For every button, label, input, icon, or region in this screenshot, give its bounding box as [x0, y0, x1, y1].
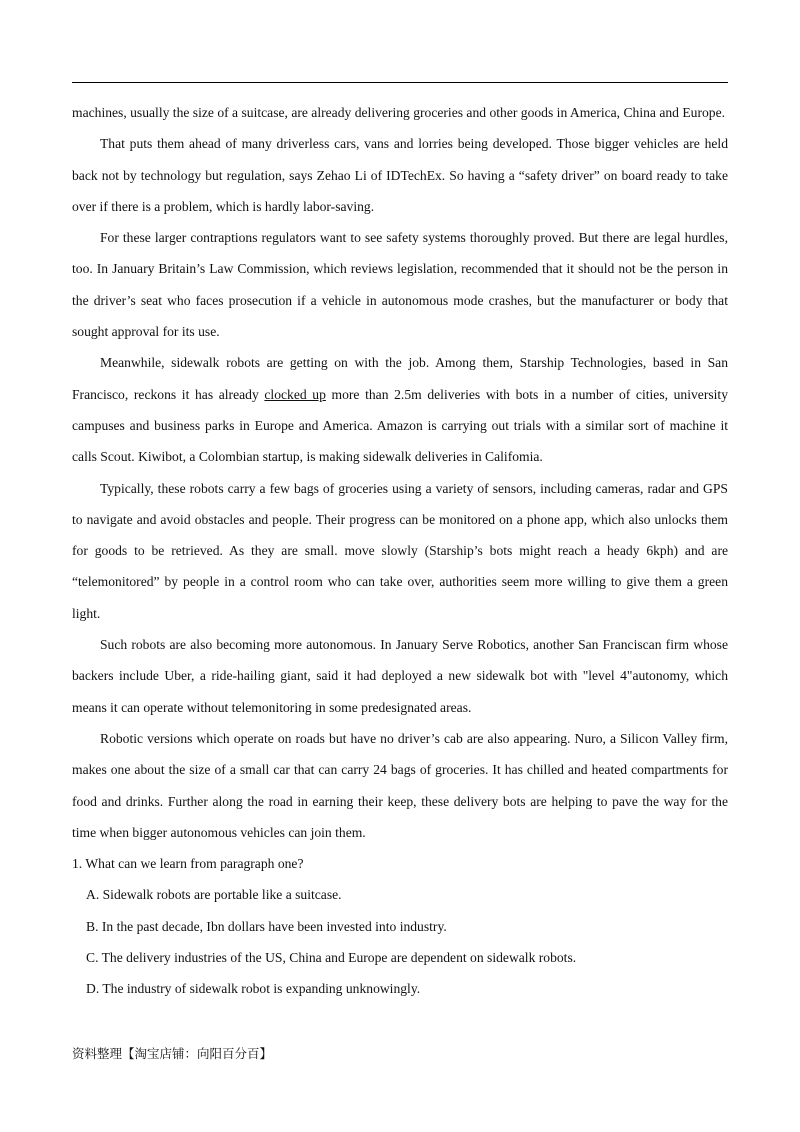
question-stem: 1. What can we learn from paragraph one?: [72, 856, 304, 872]
answer-options: [72, 879, 728, 1004]
footer-note: 资料整理【淘宝店铺：向阳百分百】: [72, 1046, 273, 1061]
paragraph-regulation: That puts them ahead of many driverless cars, vans and lorries being developed. Those bigger vehicles are held back not by technology but regulation, says Zehao Li of IDTechEx. So having a “safety driver” on board ready to take over if there is a problem, which is hardly labor-saving.: [72, 136, 728, 214]
paragraph-text-before: Meanwhile, sidewalk robots are getting on with the job. Among them, Starship Technologies, based in San Francisco, reckons it has already: [72, 355, 728, 402]
option-b: B. In the past decade, Ibn dollars have been invested into industry.: [86, 918, 447, 934]
paragraph-continued: machines, usually the size of a suitcase, are already delivering groceries and other goods in America, China and Europe.: [72, 105, 726, 120]
paragraph-road-robots: Robotic versions which operate on roads but have no driver’s cab are also appearing. Nuro, a Silicon Valley firm, makes one about the size of a small car that can carry 24 bags of groceries. It has chilled and heated compartments for food and drinks. Further along the road in earning their keep, these delivery bots are helping to pave the way for the time when bigger autonomous vehicles can join them.: [72, 730, 728, 840]
paragraph-autonomy: Such robots are also becoming more autonomous. In January Serve Robotics, another San Franciscan firm whose backers include Uber, a ride-hailing giant, said it had deployed a new sidewalk bot with "level 4"autonomy, which means it can operate without telemonitoring in some predesignated areas.: [72, 637, 728, 715]
paragraph-legal-hurdles: For these larger contraptions regulators want to see safety systems thoroughly proved. But there are legal hurdles, too. In January Britain’s Law Commission, which reviews legislation, recommended that it should not be the person in the driver’s seat who faces prosecution if a vehicle in autonomous mode crashes, but the manufacturer or body that sought approval for its use.: [72, 230, 728, 340]
document-page: [72, 82, 728, 1005]
option-c: C. The delivery industries of the US, China and Europe are dependent on sidewalk robots.: [86, 950, 577, 966]
paragraph-robot-sensors: Typically, these robots carry a few bags of groceries using a variety of sensors, including cameras, radar and GPS to navigate and avoid obstacles and people. Their progress can be monitored on a phone app, which also unlocks them for goods to be retrieved. As they are small. move slowly (Starship’s bots might reach a heady 6kph) and are “telemonitored” by people in a control room who can take over, authorities seem more willing to give them a green light.: [72, 480, 728, 621]
paragraph-text-after: more than 2.5m deliveries with bots in a number of cities, university campuses and business parks in Europe and America. Amazon is carrying out trials with a similar sort of machine it calls Scout. Kiwibot, a Colombian startup, is making sidewalk deliveries in Califomia.: [72, 386, 729, 465]
underlined-phrase: clocked up: [264, 386, 326, 402]
option-d: D. The industry of sidewalk robot is expanding unknowingly.: [86, 981, 421, 997]
paragraph-sidewalk-robots: [72, 347, 728, 472]
option-a: A. Sidewalk robots are portable like a suitcase.: [86, 887, 342, 903]
header-rule: [72, 82, 728, 83]
